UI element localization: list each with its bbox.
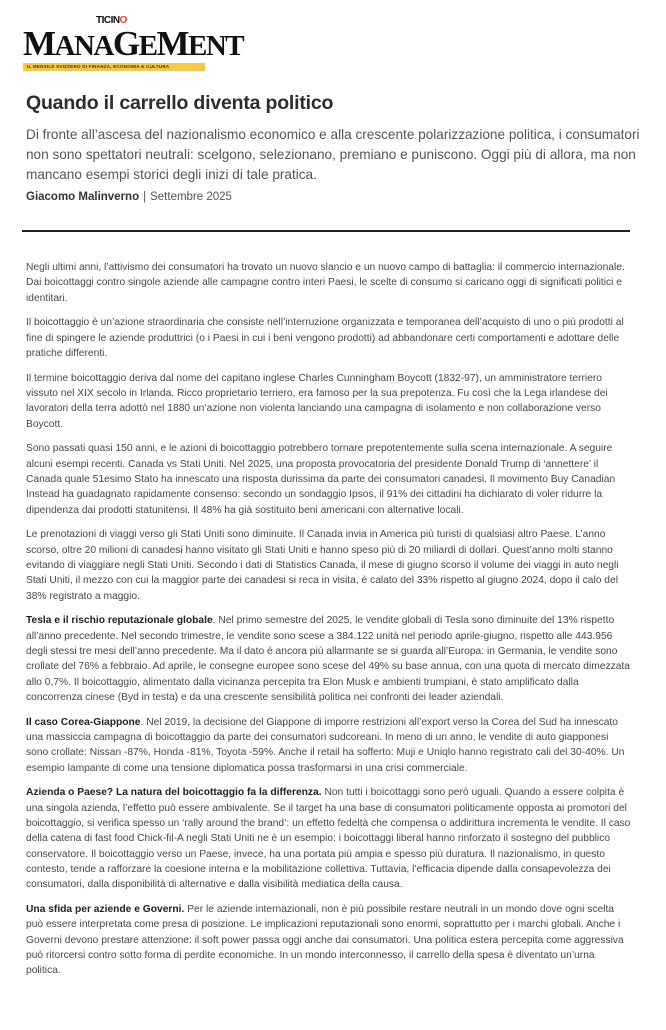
header-divider xyxy=(22,230,630,232)
paragraph-korea-japan xyxy=(26,715,632,776)
paragraph-company-vs-country xyxy=(26,785,632,892)
paragraph-text: . Nel 2019, la decisione del Giappone di imporre restrizioni all’export verso la Corea del Sud ha innescato una massiccia campagna di boicottaggio da parte dei consumatori sudcoreani. In meno di un anno, le vendite di auto giapponesi sono crollate: Nissan -87%, Honda -81%, Toyota -59%. Anche il retail ha sofferto: Muji e Uniqlo hanno registrato cali del 30-40%. Un esempio lampante di come una tensione diplomatica possa trasformarsi in una crisi commerciale. xyxy=(26,716,625,774)
ticino-management-logo[interactable] xyxy=(23,15,244,74)
paragraph-tesla xyxy=(26,613,632,705)
paragraph-text: Negli ultimi anni, l’attivismo dei consumatori ha trovato un nuovo slancio e un nuovo campo di battaglia: il commercio internazionale. Dai boicottaggi contro singole aziende alle campagne contro interi Paesi, le scelte di consumo si caricano oggi di significati politici e identitari. xyxy=(26,262,625,304)
paragraph-lead: Una sfida per aziende e Governi. xyxy=(26,903,185,915)
paragraph-travel xyxy=(26,527,632,603)
paragraph-intro xyxy=(26,260,632,306)
paragraph-text: Il termine boicottaggio deriva dal nome del capitano inglese Charles Cunningham Boycott (1832-97), un amministratore terriero vissuto nel XIX secolo in Irlanda. Ricco proprietario terriero, era famoso per la sua prepotenza. Fu così che la Lega irlandese dei lavoratori della terra adottò nel 1880 un’azione non violenta lanciando una campagna di isolamento e non collaborazione verso Boycott. xyxy=(26,372,608,430)
paragraph-lead: Tesla e il rischio reputazionale globale xyxy=(26,615,213,627)
logo-tagline: IL MENSILE SVIZZERO DI FINANZA, ECONOMIA E CULTURA xyxy=(27,64,170,69)
paragraph-text: Le prenotazioni di viaggi verso gli Stati Uniti sono diminuite. Il Canada invia in America più turisti di qualsiasi altro Paese. L’anno scorso, oltre 20 milioni di canadesi hanno visitato gli Stati Uniti e hanno speso più di 20 miliardi di dollari. Quest’anno molti stanno evitando di viaggiare negli Stati Uniti. Secondo i dati di Statistics Canada, il mese di giugno scorso il volume dei viaggi in auto negli Stati Uniti, il mezzo con cui la maggior parte dei canadesi si reca in visita, è calato del 33% rispetto al giugno 2024, dopo il calo del 38% registrato a maggio. xyxy=(26,529,619,602)
paragraph-text: . Nel primo semestre del 2025, le vendite globali di Tesla sono diminuite del 13% rispetto all’anno precedente. Nel secondo trimestre, le vendite sono scese a 384.122 unità nel periodo aprile-giugno, rispetto alle 443.956 degli stessi tre mesi dell’anno precedente. Ma il dato è ancora più allarmante se si guarda all’Europa: in Germania, le vendite sono crollate del 76% a febbraio. Ad aprile, le consegne europee sono scese del 49% su base annua, con una quota di mercato dimezzata allo 0,7%. Il boicottaggio, alimentato dalla vicinanza percepita tra Elon Musk e ambienti trumpiani, è stato amplificato dalla concorrenza cinese (Byd in testa) e da una crescente sensibilità politica nei confronti dei leader aziendali. xyxy=(26,615,631,703)
paragraph-lead: Il caso Corea-Giappone xyxy=(26,716,141,728)
author-name[interactable]: Giacomo Malinverno xyxy=(26,191,140,203)
article-body xyxy=(26,260,632,988)
article-lede: Di fronte all’ascesa del nazionalismo economico e alla crescente polarizzazione politica, i consumatori non sono spettatori neutrali: scelgono, selezionano, premiano e puniscono. Oggi più di allora, ma non mancano esempi storici degli inizi di tale pratica. xyxy=(26,127,640,182)
paragraph-etymology xyxy=(26,371,632,432)
publish-date: Settembre 2025 xyxy=(150,191,232,203)
byline-separator: | xyxy=(143,191,147,203)
paragraph-definition xyxy=(26,315,632,361)
paragraph-challenge xyxy=(26,902,632,978)
paragraph-canada xyxy=(26,441,632,517)
article-title: Quando il carrello diventa politico xyxy=(26,92,334,114)
logo-ticino-wordmark: TICINO xyxy=(96,15,127,26)
paragraph-lead: Azienda o Paese? La natura del boicottaggio fa la differenza. xyxy=(26,787,322,799)
paragraph-text: Non tutti i boicottaggi sono però uguali. Quando a essere colpita è una singola azienda, l’effetto può essere ambivalente. Se il target ha una base di consumatori politicamente opposta ai promotori del boicottaggio, si verifica spesso un ‘rally around the brand’: un effetto fedeltà che compensa o addirittura incrementa le vendite. Il caso della catena di fast food Chick-fil-A negli Stati Uniti ne è un esempio: i boicottaggi liberal hanno rinforzato il sostegno del pubblico conservatore. Il boicottaggio verso un Paese, invece, ha una portata più ampia e spesso più duratura. Il nazionalismo, in questo contesto, tende a rafforzare la coesione interna e la mobilitazione collettiva. Tuttavia, l’efficacia dipende dalla consapevolezza dei consumatori, dalla disponibilità di alternative e dalla visibilità mediatica della causa. xyxy=(26,787,631,891)
paragraph-text: Il boicottaggio è un’azione straordinaria che consiste nell’interruzione organizzata e temporanea dell’acquisto di uno o più prodotti al fine di spingere le aziende produttrici (o i Paesi in cui i beni vengono prodotti) ad abbandonare certi comportamenti e adottare delle pratiche differenti. xyxy=(26,317,624,359)
paragraph-text: Per le aziende internazionali, non è più possibile restare neutrali in un mondo dove ogni scelta può essere interpretata come presa di posizione. Le implicazioni reputazionali sono enormi, soprattutto per i marchi globali. Anche i Governi devono prestare attenzione: il soft power passa oggi anche dai consumatori. Una politica estera percepita come aggressiva può ritorcersi contro sotto forma di perdite economiche. In un mondo interconnesso, il carrello della spesa è diventato un’urna politica. xyxy=(26,903,624,977)
byline xyxy=(26,190,232,204)
paragraph-text: Sono passati quasi 150 anni, e le azioni di boicottaggio potrebbero tornare prepotentemente sulla scena internazionale. A seguire alcuni esempi recenti. Canada vs Stati Uniti. Nel 2025, una proposta provocatoria del presidente Donald Trump di ‘annettere’ il Canada quale 51esimo Stato ha innescato una risposta durissima da parte dei consumatori canadesi. Il movimento Buy Canadian Instead ha guadagnato rapidamente consenso: secondo un sondaggio Ipsos, il 91% dei cittadini ha dichiarato di voler ridurre la dipendenza dai prodotti statunitensi. Il 48% ha già sostituito beni americani con alternative locali. xyxy=(26,443,616,516)
logo-management-wordmark: MANAGEMENT xyxy=(23,24,244,63)
